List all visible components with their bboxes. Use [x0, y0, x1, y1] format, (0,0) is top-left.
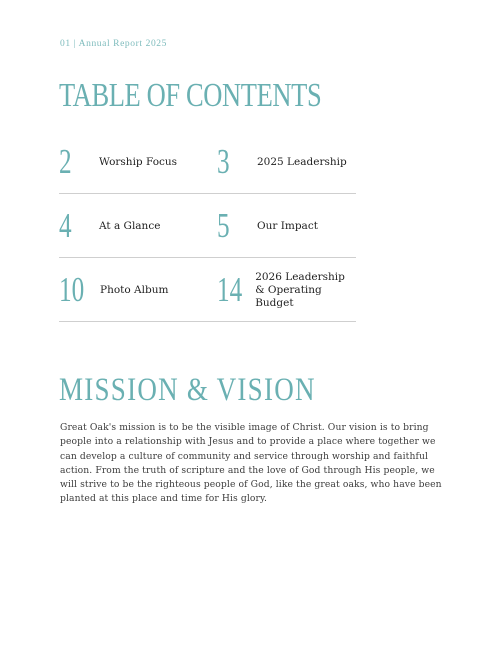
toc-page-number: 5 [217, 206, 230, 245]
toc-entry-label: Photo Album [100, 283, 169, 296]
toc-page-number: 2 [59, 142, 72, 181]
toc-entry-2025-leadership[interactable] [217, 130, 347, 194]
report-header: 01 | Annual Report 2025 [60, 39, 167, 49]
toc-entry-label: 2025 Leadership [257, 155, 347, 168]
toc-page-number: 14 [217, 270, 243, 309]
toc-entry-label: At a Glance [99, 219, 161, 232]
toc-entry-at-a-glance[interactable] [59, 194, 160, 258]
toc-entry-label-line1: 2026 Leadership [255, 270, 345, 283]
toc-entry-our-impact[interactable] [217, 194, 318, 258]
toc-entry-label [255, 271, 356, 310]
toc-page-number: 4 [59, 206, 72, 245]
toc-page-number: 3 [217, 142, 230, 181]
toc-entry-2026-leadership[interactable] [217, 258, 356, 322]
table-of-contents [59, 130, 356, 322]
mission-title: MISSION & VISION [59, 372, 316, 408]
toc-entry-label-line2: & Operating Budget [255, 283, 322, 309]
mission-body: Great Oak's mission is to be the visible image of Christ. Our vision is to bring people into a relationship with Jesus and to provide a place where together we can develop a culture of community and service through worship and faithful action. From the truth of scripture and the love of God through His people, we will strive to be the righteous people of God, like the great oaks, who have been planted at this place and time for His glory. [60, 422, 442, 505]
toc-title: TABLE OF CONTENTS [59, 77, 322, 114]
toc-row [59, 258, 356, 322]
toc-entry-photo-album[interactable] [59, 258, 168, 322]
toc-entry-label: Worship Focus [99, 155, 178, 168]
toc-row [59, 130, 356, 194]
toc-entry-worship-focus[interactable] [59, 130, 177, 194]
toc-row [59, 194, 356, 258]
toc-entry-label: Our Impact [257, 219, 318, 232]
toc-page-number: 10 [59, 270, 85, 309]
